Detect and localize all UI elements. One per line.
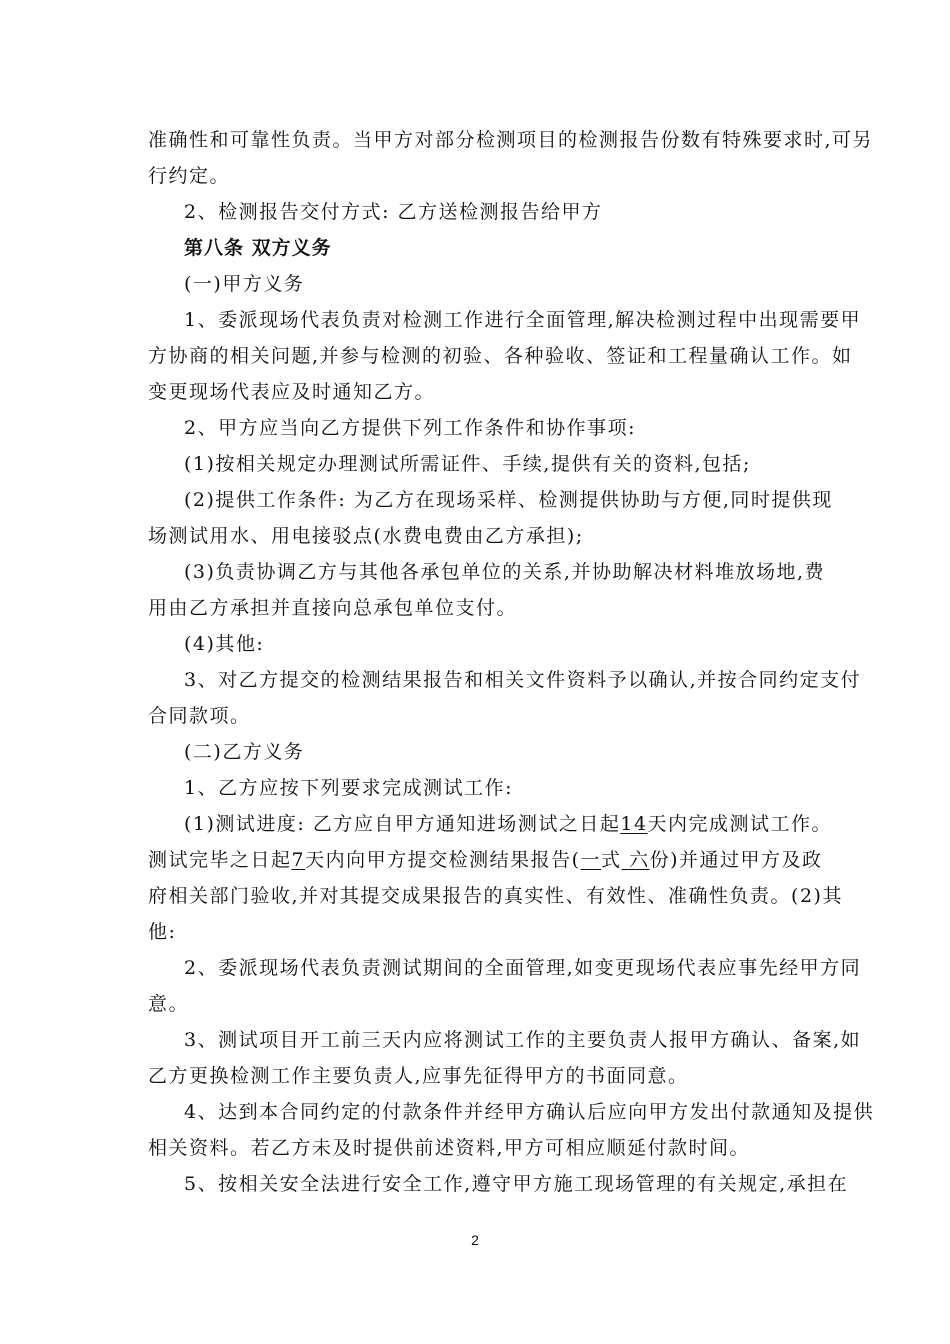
paragraph-line: 1、委派现场代表负责对检测工作进行全面管理,解决检测过程中出现需要甲 bbox=[184, 309, 862, 331]
paragraph-line: 合同款项。 bbox=[148, 705, 251, 727]
subsection-heading: (一)甲方义务 bbox=[184, 273, 305, 295]
filled-days-value: 7 bbox=[291, 849, 306, 871]
line-text: (1)测试进度: 乙方应自甲方通知进场测试之日起 bbox=[184, 813, 621, 835]
paragraph-line: 行约定。 bbox=[148, 165, 231, 187]
filled-copies-value: 六 bbox=[621, 849, 650, 871]
paragraph-line: 准确性和可靠性负责。当甲方对部分检测项目的检测报告份数有特殊要求时,可另 bbox=[148, 129, 874, 151]
paragraph-line: 3、测试项目开工前三天内应将测试工作的主要负责人报甲方确认、备案,如 bbox=[184, 1029, 862, 1051]
paragraph-line: 5、按相关安全法进行安全工作,遵守甲方施工现场管理的有关规定,承担在 bbox=[184, 1173, 849, 1195]
paragraph-line: 府相关部门验收,并对其提交成果报告的真实性、有效性、准确性负责。(2)其 bbox=[148, 885, 843, 907]
section-heading: 第八条 双方义务 bbox=[184, 237, 332, 259]
line-text: 测试完毕之日起 bbox=[148, 849, 292, 871]
paragraph-line bbox=[148, 848, 823, 872]
line-text: 天内完成测试工作。 bbox=[647, 813, 833, 835]
filled-days-value: 14 bbox=[620, 813, 648, 835]
paragraph-line: 他: bbox=[148, 921, 177, 943]
paragraph-line bbox=[184, 812, 832, 836]
paragraph-line: (2)提供工作条件: 为乙方在现场采样、检测提供协助与方便,同时提供现 bbox=[184, 489, 833, 511]
line-text: 天内向甲方提交检测结果报告( bbox=[305, 849, 581, 871]
paragraph-line: 乙方更换检测工作主要负责人,应事先征得甲方的书面同意。 bbox=[148, 1065, 689, 1087]
paragraph-line: 2、甲方应当向乙方提供下列工作条件和协作事项: bbox=[184, 417, 636, 439]
paragraph-line: (4)其他: bbox=[184, 633, 265, 655]
filled-copies-value: 一 bbox=[580, 849, 602, 871]
paragraph-line: 方协商的相关问题,并参与检测的初验、各种验收、签证和工程量确认工作。如 bbox=[148, 345, 853, 367]
paragraph-line: 场测试用水、用电接驳点(水费电费由乙方承担); bbox=[148, 525, 584, 547]
paragraph-line: 1、乙方应按下列要求完成测试工作: bbox=[184, 777, 513, 799]
paragraph-line: 2、检测报告交付方式: 乙方送检测报告给甲方 bbox=[184, 201, 603, 223]
line-text: 式 bbox=[601, 849, 622, 871]
line-text: 份)并通过甲方及政 bbox=[649, 849, 823, 871]
paragraph-line: 3、对乙方提交的检测结果报告和相关文件资料予以确认,并按合同约定支付 bbox=[184, 669, 862, 691]
paragraph-line: (1)按相关规定办理测试所需证件、手续,提供有关的资料,包括; bbox=[184, 453, 751, 475]
paragraph-line: (3)负责协调乙方与其他各承包单位的关系,并协助解决材料堆放场地,费 bbox=[184, 561, 825, 583]
page-number: 2 bbox=[471, 1232, 479, 1248]
paragraph-line: 意。 bbox=[148, 993, 190, 1015]
paragraph-line: 变更现场代表应及时通知乙方。 bbox=[148, 381, 436, 403]
paragraph-line: 2、委派现场代表负责测试期间的全面管理,如变更现场代表应事先经甲方同 bbox=[184, 957, 862, 979]
paragraph-line: 4、达到本合同约定的付款条件并经甲方确认后应向甲方发出付款通知及提供 bbox=[184, 1101, 875, 1123]
subsection-heading: (二)乙方义务 bbox=[184, 741, 305, 763]
paragraph-line: 相关资料。若乙方未及时提供前述资料,甲方可相应顺延付款时间。 bbox=[148, 1137, 751, 1159]
paragraph-line: 用由乙方承担并直接向总承包单位支付。 bbox=[148, 597, 518, 619]
